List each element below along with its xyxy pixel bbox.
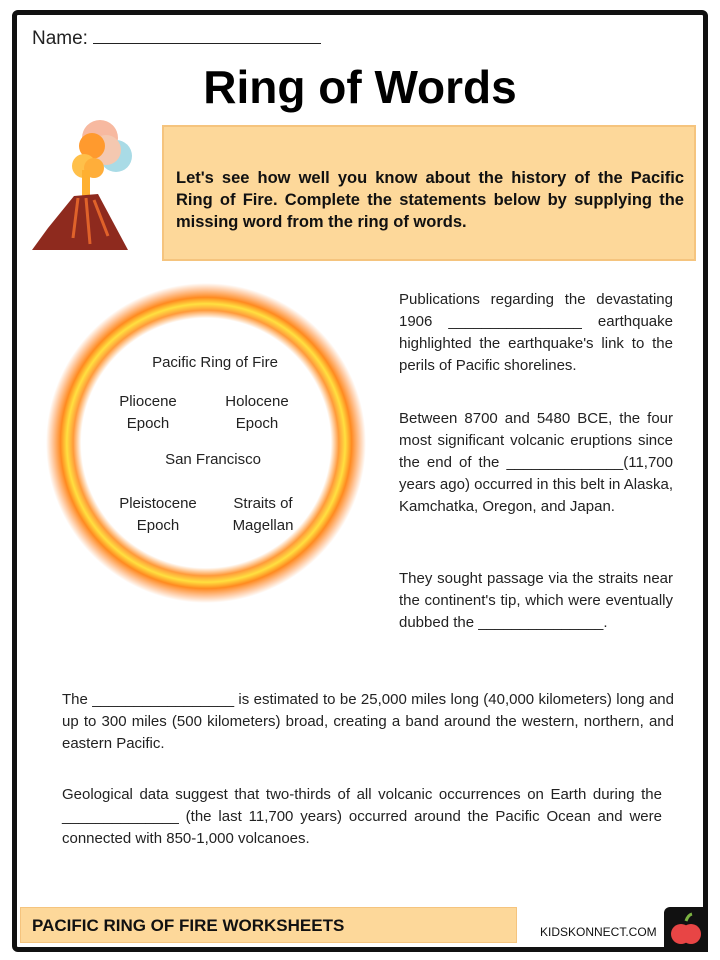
apple-icon: [664, 907, 708, 952]
ring-of-fire-graphic: [46, 283, 366, 603]
ring-word: Straits of Magellan: [232, 495, 294, 534]
ring-word: Holocene Epoch: [225, 393, 289, 432]
statement: The _________________ is estimated to be 25,000 miles long (40,000 kilometers) long and up to 300 miles (500 kilometers) broad, creating a band around the western, northern, and eastern Pacific.: [62, 691, 674, 752]
ring-word: Pleistocene Epoch: [119, 495, 197, 534]
statement: They sought passage via the straits near the continent's tip, which were eventually dubbed the _______________.: [399, 570, 673, 631]
footer-banner: PACIFIC RING OF FIRE WORKSHEETS: [20, 907, 517, 943]
page-title: Ring of Words: [203, 61, 517, 113]
ring-word: Pacific Ring of Fire: [152, 354, 278, 371]
name-field[interactable]: Name:: [32, 28, 321, 50]
ring-word: San Francisco: [165, 451, 261, 468]
statement: Publications regarding the devastating 1906 ________________ earthquake highlighted the earthquake's link to the perils of Pacific shorelines.: [399, 291, 673, 374]
statement: Between 8700 and 5480 BCE, the four most significant volcanic eruptions since the end of the ______________(11,700 years ago) occurred in this belt in Alaska, Kamchatka, Oregon, and Japan.: [399, 410, 673, 515]
site-label: KIDSKONNECT.COM: [540, 925, 657, 939]
volcano-icon: [28, 108, 138, 258]
statement: Geological data suggest that two-thirds of all volcanic occurrences on Earth during the ______________ (the last 11,700 years) occurred around the Pacific Ocean and were connected with 850-1,000 volcanoes.: [62, 786, 662, 847]
apple-logo-tab: [664, 907, 708, 952]
intro-box: Let's see how well you know about the history of the Pacific Ring of Fire. Complete the statements below by supplying the missing word from the ring of words.: [162, 125, 696, 261]
ring-word: Pliocene Epoch: [119, 393, 177, 432]
